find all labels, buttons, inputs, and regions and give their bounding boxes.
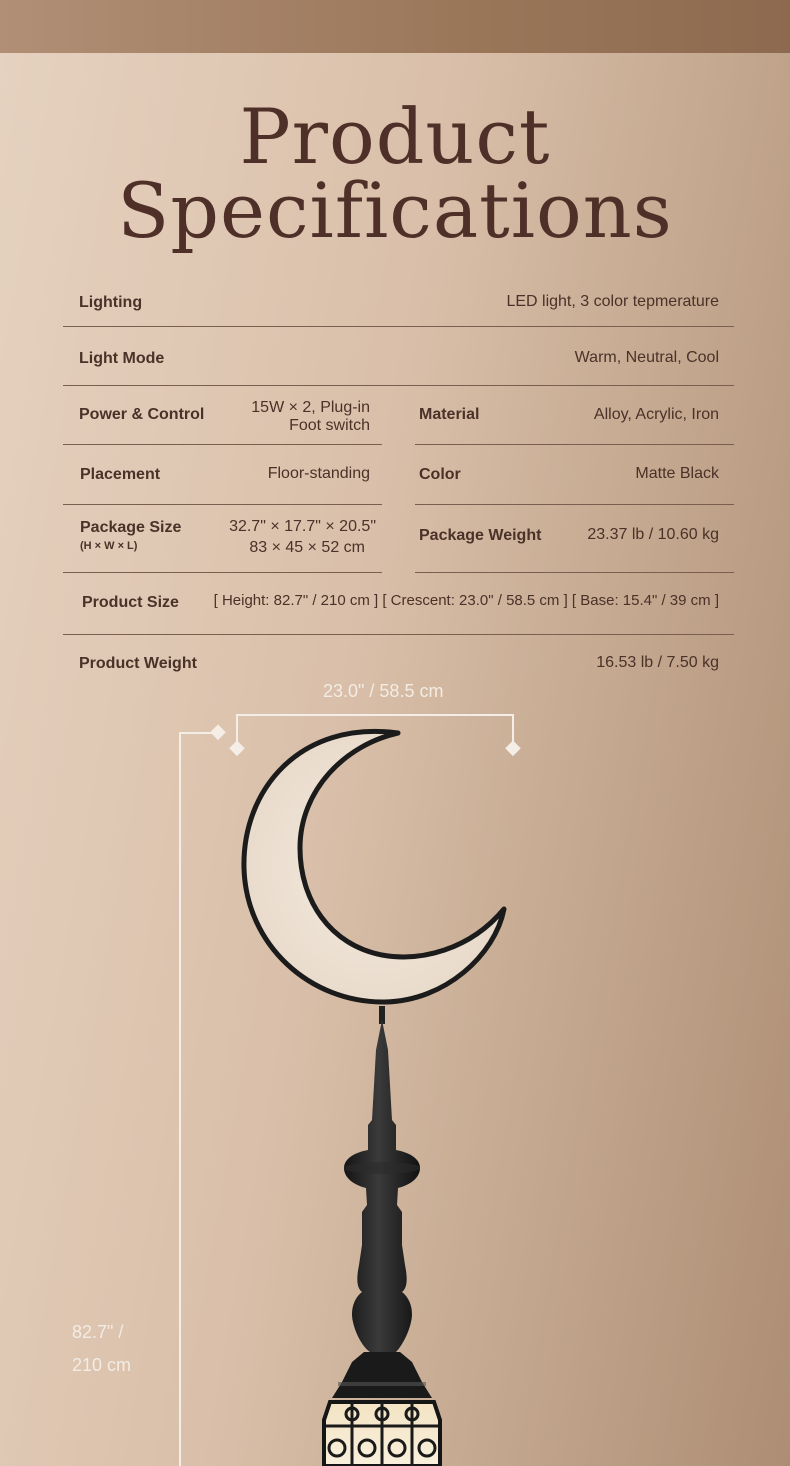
height-marker-top bbox=[210, 725, 226, 741]
spec-value-package-weight: 23.37 lb / 10.60 kg bbox=[587, 526, 719, 543]
lamp-spire bbox=[344, 1020, 420, 1352]
spec-value-lighting: LED light, 3 color tepmerature bbox=[506, 293, 719, 310]
lantern-cap bbox=[332, 1352, 432, 1398]
height-label-line2: 210 cm bbox=[72, 1355, 132, 1375]
spec-value-placement: Floor-standing bbox=[267, 465, 370, 482]
spec-value-package-size-line1: 32.7" × 17.7" × 20.5" bbox=[229, 518, 376, 535]
height-label-line1: 82.7" / bbox=[72, 1322, 124, 1342]
spec-label-light-mode: Light Mode bbox=[79, 350, 165, 367]
page-title-line2: Specifications bbox=[117, 166, 673, 255]
spec-label-package-weight: Package Weight bbox=[419, 527, 542, 544]
spec-value-power-line1: 15W × 2, Plug-in bbox=[251, 399, 370, 416]
spec-label-lighting: Lighting bbox=[79, 294, 143, 311]
page-title-line1: Product bbox=[239, 92, 551, 181]
spec-label-product-weight: Product Weight bbox=[79, 655, 197, 672]
crescent-shade bbox=[244, 731, 504, 1002]
spec-value-color: Matte Black bbox=[635, 465, 719, 482]
spec-label-product-size: Product Size bbox=[82, 594, 179, 611]
spec-sublabel-package-size: (H × W × L) bbox=[80, 540, 138, 552]
spec-value-product-size: [ Height: 82.7" / 210 cm ] [ Crescent: 23.0" / 58.5 cm ] [ Base: 15.4" / 39 cm ] bbox=[213, 592, 719, 609]
spec-label-placement: Placement bbox=[80, 466, 161, 483]
spec-value-package-size-line2: 83 × 45 × 52 cm bbox=[249, 539, 365, 556]
spec-value-product-weight: 16.53 lb / 7.50 kg bbox=[596, 654, 719, 671]
spec-label-power: Power & Control bbox=[79, 406, 205, 423]
spec-label-color: Color bbox=[419, 466, 461, 483]
crescent-width-label: 23.0" / 58.5 cm bbox=[323, 681, 444, 701]
height-dimension-line bbox=[180, 733, 218, 1466]
spec-label-material: Material bbox=[419, 406, 480, 423]
width-marker-left bbox=[229, 741, 245, 757]
spec-label-package-size: Package Size bbox=[80, 519, 182, 536]
spec-value-material: Alloy, Acrylic, Iron bbox=[593, 406, 719, 423]
spec-value-light-mode: Warm, Neutral, Cool bbox=[574, 349, 719, 366]
spec-value-power-line2: Foot switch bbox=[289, 417, 370, 434]
width-marker-right bbox=[505, 741, 521, 757]
